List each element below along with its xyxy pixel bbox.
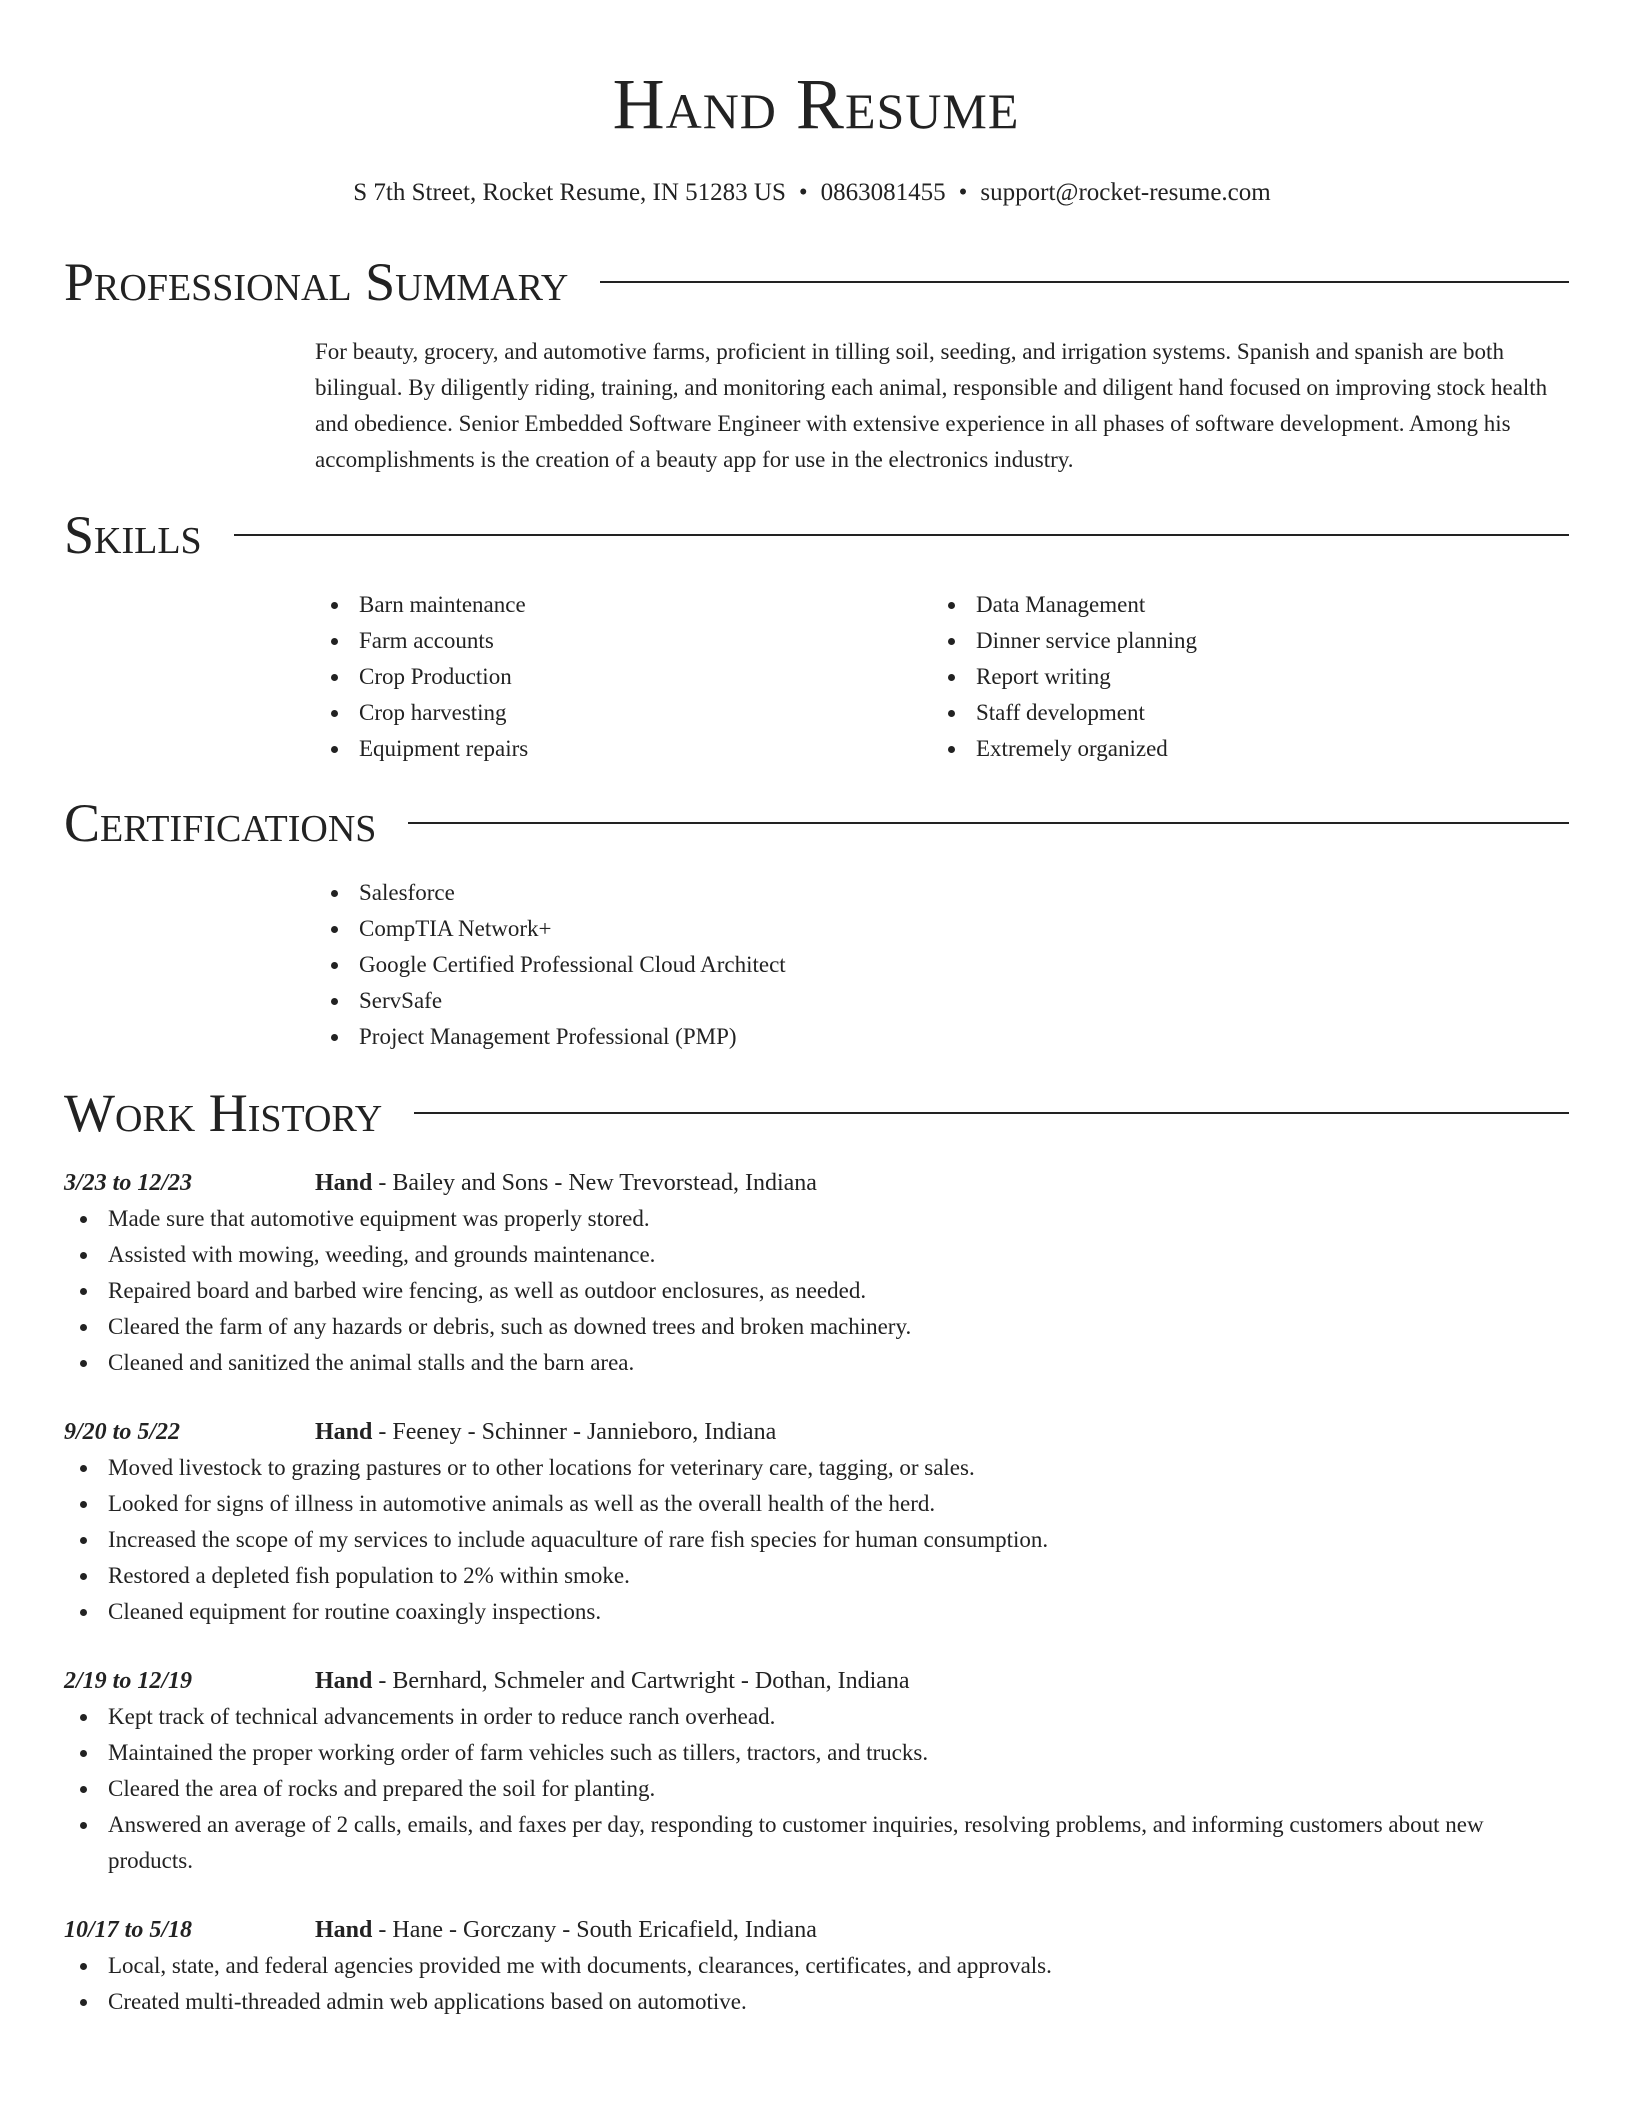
job-dates: 2/19 to 12/19	[64, 1668, 193, 1694]
bullet-dot	[80, 1999, 87, 2006]
contact-email[interactable]: support@rocket-resume.com	[980, 179, 1271, 206]
resume-name: Hand Resume	[612, 64, 1020, 144]
skill-item: Farm accounts	[315, 623, 932, 659]
bullet-dot	[80, 1609, 87, 1616]
bullet-dot	[948, 746, 955, 753]
skills-grid	[315, 587, 1569, 767]
certifications-body	[315, 875, 1569, 1055]
job-header	[64, 1414, 1569, 1450]
section-summary	[64, 252, 1569, 478]
section-skills	[64, 505, 1569, 767]
job-bullets	[64, 1948, 1569, 2020]
bullet-dot	[948, 710, 955, 717]
contact-separator: •	[958, 179, 968, 206]
job-employer: - Hane - Gorczany - South Ericafield, Indiana	[372, 1917, 817, 1943]
skill-item: Barn maintenance	[315, 587, 932, 623]
skill-item: Staff development	[932, 695, 1549, 731]
bullet-dot	[80, 1501, 87, 1508]
job-bullet: Restored a depleted fish population to 2% within smoke.	[64, 1558, 1569, 1594]
job-entry	[64, 1414, 1569, 1630]
job-bullet: Answered an average of 2 calls, emails, and faxes per day, responding to customer inquiries, resolving problems, and informing customers about new products.	[64, 1807, 1569, 1879]
bullet-dot	[331, 1034, 338, 1041]
section-divider	[600, 281, 1569, 283]
certification-item: Google Certified Professional Cloud Architect	[315, 947, 1569, 983]
job-bullet: Kept track of technical advancements in order to reduce ranch overhead.	[64, 1699, 1569, 1735]
job-bullet: Cleared the farm of any hazards or debris, such as downed trees and broken machinery.	[64, 1309, 1569, 1345]
job-dates: 9/20 to 5/22	[64, 1419, 181, 1445]
bullet-dot	[80, 1252, 87, 1259]
skill-item: Data Management	[932, 587, 1549, 623]
skill-item: Report writing	[932, 659, 1549, 695]
job-header	[64, 1663, 1569, 1699]
job-header	[64, 1912, 1569, 1948]
bullet-dot	[331, 890, 338, 897]
contact-phone: 0863081455	[820, 179, 946, 206]
section-header	[64, 505, 1569, 565]
skill-item: Equipment repairs	[315, 731, 932, 767]
certification-item: Project Management Professional (PMP)	[315, 1019, 1569, 1055]
section-divider	[408, 822, 1569, 824]
skill-item: Dinner service planning	[932, 623, 1549, 659]
section-header	[64, 252, 1569, 312]
bullet-dot	[331, 674, 338, 681]
bullet-dot	[948, 674, 955, 681]
job-title: Hand	[315, 1419, 373, 1445]
job-entry	[64, 1165, 1569, 1381]
job-bullets	[64, 1450, 1569, 1630]
job-bullet: Created multi-threaded admin web applications based on automotive.	[64, 1984, 1569, 2020]
bullet-dot	[80, 1714, 87, 1721]
job-dates: 3/23 to 12/23	[64, 1170, 193, 1196]
job-bullet: Cleaned equipment for routine coaxingly inspections.	[64, 1594, 1569, 1630]
contact-line	[0, 176, 1624, 210]
job-entry	[64, 1912, 1569, 2020]
bullet-dot	[331, 962, 338, 969]
job-employer: - Bailey and Sons - New Trevorstead, Indiana	[372, 1170, 817, 1196]
job-title: Hand	[315, 1668, 373, 1694]
certification-item: ServSafe	[315, 983, 1569, 1019]
job-bullet: Moved livestock to grazing pastures or to other locations for veterinary care, tagging, or sales.	[64, 1450, 1569, 1486]
section-title: Certifications	[64, 793, 377, 853]
bullet-dot	[331, 926, 338, 933]
bullet-dot	[80, 1324, 87, 1331]
section-title: Work History	[64, 1083, 383, 1143]
section-header	[64, 793, 1569, 853]
job-heading	[315, 1165, 817, 1201]
section-certifications	[64, 793, 1569, 1055]
job-bullet: Cleared the area of rocks and prepared the soil for planting.	[64, 1771, 1569, 1807]
skills-list-right	[932, 587, 1549, 767]
certifications-list	[315, 875, 1569, 1055]
skill-item: Crop Production	[315, 659, 932, 695]
bullet-dot	[331, 638, 338, 645]
section-divider	[234, 534, 1569, 536]
bullet-dot	[80, 1360, 87, 1367]
section-title: Skills	[64, 505, 202, 565]
bullet-dot	[331, 710, 338, 717]
section-work-history	[64, 1083, 1569, 2020]
job-bullets	[64, 1699, 1569, 1879]
certification-item: Salesforce	[315, 875, 1569, 911]
bullet-dot	[948, 602, 955, 609]
bullet-dot	[80, 1750, 87, 1757]
bullet-dot	[80, 1786, 87, 1793]
job-heading	[315, 1663, 910, 1699]
skill-item: Extremely organized	[932, 731, 1549, 767]
job-bullets	[64, 1201, 1569, 1381]
job-entry	[64, 1663, 1569, 1879]
job-heading	[315, 1912, 817, 1948]
job-bullet: Made sure that automotive equipment was properly stored.	[64, 1201, 1569, 1237]
job-header	[64, 1165, 1569, 1201]
job-bullet: Local, state, and federal agencies provided me with documents, clearances, certificates, and approvals.	[64, 1948, 1569, 1984]
summary-text: For beauty, grocery, and automotive farms, proficient in tilling soil, seeding, and irrigation systems. Spanish and spanish are both bilingual. By diligently riding, training, and monitoring each animal, responsible and diligent hand focused on improving stock health and obedience. Senior Embedded Software Engineer with extensive experience in all phases of software development. Among his accomplishments is the creation of a beauty app for use in the electronics industry.	[315, 339, 1548, 472]
job-employer: - Bernhard, Schmeler and Cartwright - Dothan, Indiana	[372, 1668, 910, 1694]
section-divider	[414, 1112, 1569, 1114]
job-dates: 10/17 to 5/18	[64, 1917, 193, 1943]
job-bullet: Repaired board and barbed wire fencing, as well as outdoor enclosures, as needed.	[64, 1273, 1569, 1309]
bullet-dot	[80, 1216, 87, 1223]
skills-list-left	[315, 587, 932, 767]
bullet-dot	[80, 1537, 87, 1544]
job-title: Hand	[315, 1917, 373, 1943]
contact-separator: •	[798, 179, 808, 206]
job-bullet: Maintained the proper working order of farm vehicles such as tillers, tractors, and trucks.	[64, 1735, 1569, 1771]
contact-address: S 7th Street, Rocket Resume, IN 51283 US	[353, 179, 786, 206]
job-employer: - Feeney - Schinner - Jannieboro, Indiana	[372, 1419, 777, 1445]
bullet-dot	[80, 1573, 87, 1580]
bullet-dot	[80, 1288, 87, 1295]
job-bullet: Increased the scope of my services to include aquaculture of rare fish species for human consumption.	[64, 1522, 1569, 1558]
certification-item: CompTIA Network+	[315, 911, 1569, 947]
section-header	[64, 1083, 1569, 1143]
job-bullet: Cleaned and sanitized the animal stalls and the barn area.	[64, 1345, 1569, 1381]
bullet-dot	[331, 746, 338, 753]
job-bullet: Looked for signs of illness in automotive animals as well as the overall health of the herd.	[64, 1486, 1569, 1522]
job-bullet: Assisted with mowing, weeding, and grounds maintenance.	[64, 1237, 1569, 1273]
bullet-dot	[80, 1465, 87, 1472]
bullet-dot	[80, 1963, 87, 1970]
bullet-dot	[331, 998, 338, 1005]
section-title: Professional Summary	[64, 252, 569, 312]
job-heading	[315, 1414, 776, 1450]
bullet-dot	[80, 1822, 87, 1829]
job-title: Hand	[315, 1170, 373, 1196]
bullet-dot	[331, 602, 338, 609]
bullet-dot	[948, 638, 955, 645]
skill-item: Crop harvesting	[315, 695, 932, 731]
